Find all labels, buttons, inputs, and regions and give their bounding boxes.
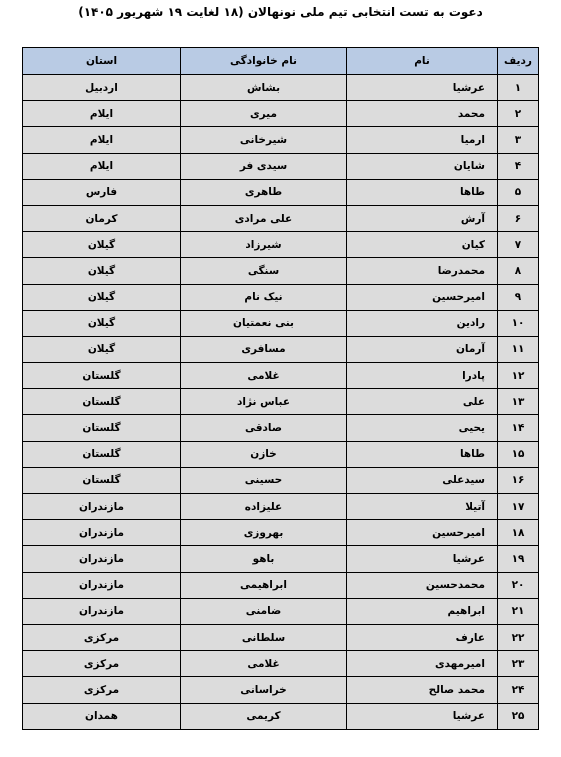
table-row bbox=[23, 624, 539, 650]
row-number-cell: ۳ bbox=[498, 127, 539, 153]
last-name-cell: صادقی bbox=[181, 415, 347, 441]
row-number-cell: ۲ bbox=[498, 101, 539, 127]
table-header bbox=[23, 48, 539, 75]
first-name-cell: امیرحسین bbox=[347, 284, 498, 310]
row-number-cell: ۵ bbox=[498, 179, 539, 205]
first-name-cell: محمدرضا bbox=[347, 258, 498, 284]
province-cell: مرکزی bbox=[23, 677, 181, 703]
last-name-cell: ابراهیمی bbox=[181, 572, 347, 598]
first-name-cell: امیرحسین bbox=[347, 520, 498, 546]
table-row bbox=[23, 494, 539, 520]
province-cell: گلستان bbox=[23, 415, 181, 441]
first-name-cell: عرشیا bbox=[347, 703, 498, 729]
last-name-cell: خازن bbox=[181, 441, 347, 467]
first-name-cell: ابراهیم bbox=[347, 598, 498, 624]
row-number-cell: ۱۶ bbox=[498, 467, 539, 493]
province-cell: گیلان bbox=[23, 284, 181, 310]
table-row bbox=[23, 75, 539, 101]
row-number-cell: ۲۳ bbox=[498, 651, 539, 677]
last-name-cell: ضامنی bbox=[181, 598, 347, 624]
first-name-cell: محمدحسین bbox=[347, 572, 498, 598]
province-cell: همدان bbox=[23, 703, 181, 729]
province-cell: مرکزی bbox=[23, 624, 181, 650]
province-cell: مازندران bbox=[23, 598, 181, 624]
roster-table bbox=[22, 47, 539, 730]
province-cell: اردبیل bbox=[23, 75, 181, 101]
row-number-cell: ۸ bbox=[498, 258, 539, 284]
province-cell: فارس bbox=[23, 179, 181, 205]
table-row bbox=[23, 441, 539, 467]
header-province: استان bbox=[23, 48, 181, 75]
table-row bbox=[23, 703, 539, 729]
province-cell: گلستان bbox=[23, 363, 181, 389]
first-name-cell: آرش bbox=[347, 205, 498, 231]
row-number-cell: ۱۹ bbox=[498, 546, 539, 572]
last-name-cell: سلطانی bbox=[181, 624, 347, 650]
first-name-cell: عرشیا bbox=[347, 546, 498, 572]
first-name-cell: کیان bbox=[347, 232, 498, 258]
table-row bbox=[23, 127, 539, 153]
last-name-cell: خراسانی bbox=[181, 677, 347, 703]
first-name-cell: محمد صالح bbox=[347, 677, 498, 703]
province-cell: مازندران bbox=[23, 546, 181, 572]
header-row bbox=[23, 48, 539, 75]
province-cell: ایلام bbox=[23, 153, 181, 179]
first-name-cell: یحیی bbox=[347, 415, 498, 441]
last-name-cell: بهروزی bbox=[181, 520, 347, 546]
table-row bbox=[23, 572, 539, 598]
province-cell: کرمان bbox=[23, 205, 181, 231]
header-row-number: ردیف bbox=[498, 48, 539, 75]
row-number-cell: ۱۴ bbox=[498, 415, 539, 441]
table-row bbox=[23, 677, 539, 703]
first-name-cell: آتیلا bbox=[347, 494, 498, 520]
last-name-cell: مسافری bbox=[181, 336, 347, 362]
row-number-cell: ۶ bbox=[498, 205, 539, 231]
row-number-cell: ۱۰ bbox=[498, 310, 539, 336]
table-row bbox=[23, 546, 539, 572]
table-row bbox=[23, 598, 539, 624]
last-name-cell: نیک نام bbox=[181, 284, 347, 310]
table-row bbox=[23, 467, 539, 493]
row-number-cell: ۱ bbox=[498, 75, 539, 101]
first-name-cell: آرمان bbox=[347, 336, 498, 362]
table-row bbox=[23, 415, 539, 441]
table-row bbox=[23, 153, 539, 179]
province-cell: مازندران bbox=[23, 520, 181, 546]
province-cell: مازندران bbox=[23, 494, 181, 520]
table-body bbox=[23, 75, 539, 730]
last-name-cell: باهو bbox=[181, 546, 347, 572]
header-first-name: نام bbox=[347, 48, 498, 75]
table-row bbox=[23, 101, 539, 127]
province-cell: گلستان bbox=[23, 441, 181, 467]
row-number-cell: ۷ bbox=[498, 232, 539, 258]
last-name-cell: عباس نژاد bbox=[181, 389, 347, 415]
table-row bbox=[23, 258, 539, 284]
last-name-cell: بشاش bbox=[181, 75, 347, 101]
first-name-cell: طاها bbox=[347, 441, 498, 467]
row-number-cell: ۱۵ bbox=[498, 441, 539, 467]
row-number-cell: ۲۲ bbox=[498, 624, 539, 650]
first-name-cell: امیرمهدی bbox=[347, 651, 498, 677]
table-row bbox=[23, 363, 539, 389]
first-name-cell: عارف bbox=[347, 624, 498, 650]
first-name-cell: محمد bbox=[347, 101, 498, 127]
province-cell: گیلان bbox=[23, 336, 181, 362]
header-last-name: نام خانوادگی bbox=[181, 48, 347, 75]
first-name-cell: عرشیا bbox=[347, 75, 498, 101]
province-cell: گیلان bbox=[23, 232, 181, 258]
table-row bbox=[23, 520, 539, 546]
province-cell: گلستان bbox=[23, 467, 181, 493]
table-row bbox=[23, 310, 539, 336]
last-name-cell: شیرزاد bbox=[181, 232, 347, 258]
row-number-cell: ۱۸ bbox=[498, 520, 539, 546]
table-row bbox=[23, 284, 539, 310]
province-cell: ایلام bbox=[23, 127, 181, 153]
row-number-cell: ۲۵ bbox=[498, 703, 539, 729]
last-name-cell: علی مرادی bbox=[181, 205, 347, 231]
first-name-cell: علی bbox=[347, 389, 498, 415]
last-name-cell: حسینی bbox=[181, 467, 347, 493]
row-number-cell: ۱۲ bbox=[498, 363, 539, 389]
first-name-cell: شایان bbox=[347, 153, 498, 179]
province-cell: گیلان bbox=[23, 258, 181, 284]
row-number-cell: ۱۷ bbox=[498, 494, 539, 520]
table-row bbox=[23, 205, 539, 231]
first-name-cell: طاها bbox=[347, 179, 498, 205]
table-row bbox=[23, 232, 539, 258]
last-name-cell: سنگی bbox=[181, 258, 347, 284]
province-cell: مرکزی bbox=[23, 651, 181, 677]
table-row bbox=[23, 179, 539, 205]
last-name-cell: غلامی bbox=[181, 651, 347, 677]
row-number-cell: ۲۴ bbox=[498, 677, 539, 703]
last-name-cell: بنی نعمتیان bbox=[181, 310, 347, 336]
table-row bbox=[23, 651, 539, 677]
last-name-cell: کریمی bbox=[181, 703, 347, 729]
last-name-cell: طاهری bbox=[181, 179, 347, 205]
province-cell: ایلام bbox=[23, 101, 181, 127]
row-number-cell: ۲۱ bbox=[498, 598, 539, 624]
first-name-cell: پادرا bbox=[347, 363, 498, 389]
last-name-cell: غلامی bbox=[181, 363, 347, 389]
province-cell: مازندران bbox=[23, 572, 181, 598]
row-number-cell: ۲۰ bbox=[498, 572, 539, 598]
first-name-cell: رادین bbox=[347, 310, 498, 336]
province-cell: گلستان bbox=[23, 389, 181, 415]
last-name-cell: علیزاده bbox=[181, 494, 347, 520]
table-row bbox=[23, 336, 539, 362]
document-title: دعوت به تست انتخابی تیم ملی نونهالان (۱۸ لغایت ۱۹ شهریور ۱۴۰۵) bbox=[78, 5, 483, 19]
last-name-cell: میری bbox=[181, 101, 347, 127]
first-name-cell: ارمیا bbox=[347, 127, 498, 153]
table-row bbox=[23, 389, 539, 415]
row-number-cell: ۹ bbox=[498, 284, 539, 310]
last-name-cell: شیرخانی bbox=[181, 127, 347, 153]
row-number-cell: ۱۱ bbox=[498, 336, 539, 362]
row-number-cell: ۴ bbox=[498, 153, 539, 179]
province-cell: گیلان bbox=[23, 310, 181, 336]
last-name-cell: سیدی فر bbox=[181, 153, 347, 179]
first-name-cell: سیدعلی bbox=[347, 467, 498, 493]
row-number-cell: ۱۳ bbox=[498, 389, 539, 415]
